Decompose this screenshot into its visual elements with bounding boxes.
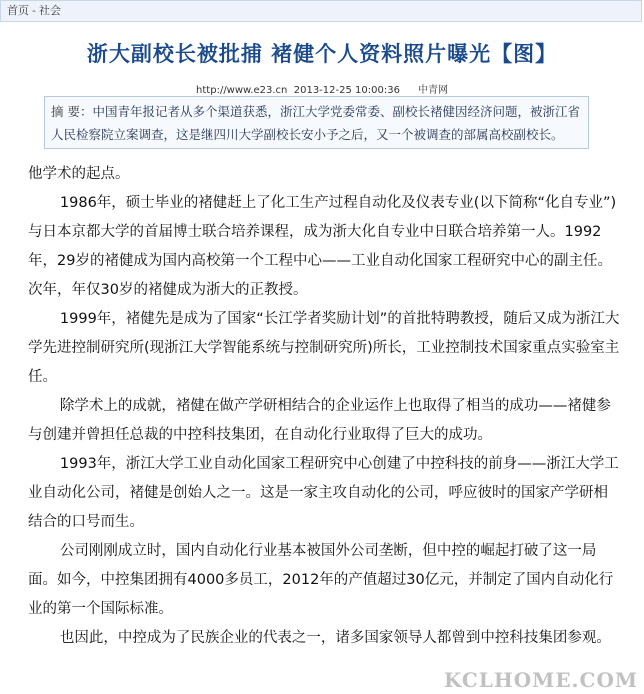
- article-source: 中青网: [417, 85, 448, 96]
- article-url: http://www.e23.cn: [196, 85, 288, 96]
- breadcrumb-home-link[interactable]: 首页: [7, 4, 29, 17]
- breadcrumb: [0, 0, 642, 22]
- article-meta: [0, 81, 644, 96]
- article-paragraph: 1999年，褚健先是成为了国家“长江学者奖励计划”的首批特聘教授，随后又成为浙江大学先进控制研究所(现浙江大学智能系统与控制研究所)所长，工业控制技术国家重点实验室主任。: [28, 311, 620, 385]
- article-paragraph: 他学术的起点。: [28, 166, 130, 182]
- article-paragraph: 1986年，硕士毕业的褚健赶上了化工生产过程自动化及仪表专业(以下简称“化自专业”)与日本京都大学的首届博士联合培养课程，成为浙大化自专业中日联合培养第一人。1992年，29岁的褚健成为国内高校第一个工程中心——工业自动化国家工程研究中心的副主任。次年，年仅30岁的褚健成为浙大的正教授。: [28, 195, 617, 298]
- article-body: [28, 160, 620, 653]
- article-summary: [44, 96, 589, 149]
- article-title: 浙大副校长被批捕 褚健个人资料照片曝光【图】: [86, 42, 558, 66]
- site-watermark: KCLHOME.COM: [444, 668, 638, 692]
- breadcrumb-separator: -: [32, 4, 36, 17]
- article-paragraph: 除学术上的成就，褚健在做产学研相结合的企业运作上也取得了相当的成功——褚健参与创建并曾担任总裁的中控科技集团，在自动化行业取得了巨大的成功。: [28, 398, 611, 443]
- summary-text: 中国青年报记者从多个渠道获悉，浙江大学党委常委、副校长褚健因经济问题，被浙江省人民检察院立案调查，这是继四川大学副校长安小予之后，又一个被调查的部属高校副校长。: [51, 104, 580, 142]
- article-paragraph: 也因此，中控成为了民族企业的代表之一，诸多国家领导人都曾到中控科技集团参观。: [59, 630, 611, 646]
- article-datetime: 2013-12-25 10:00:36: [293, 85, 400, 96]
- breadcrumb-section-link[interactable]: 社会: [38, 4, 61, 17]
- article-paragraph: 1993年，浙江大学工业自动化国家工程研究中心创建了中控科技的前身——浙江大学工业自动化公司，褚健是创始人之一。这是一家主攻自动化的公司，呼应彼时的国家产学研相结合的口号而生。: [28, 456, 619, 530]
- article-paragraph: 公司刚刚成立时，国内自动化行业基本被国外公司垄断，但中控的崛起打破了这一局面。如今，中控集团拥有4000多员工，2012年的产值超过30亿元，并制定了国内自动化行业的第一个国际标准。: [28, 543, 614, 617]
- summary-label: 摘 要：: [51, 104, 93, 119]
